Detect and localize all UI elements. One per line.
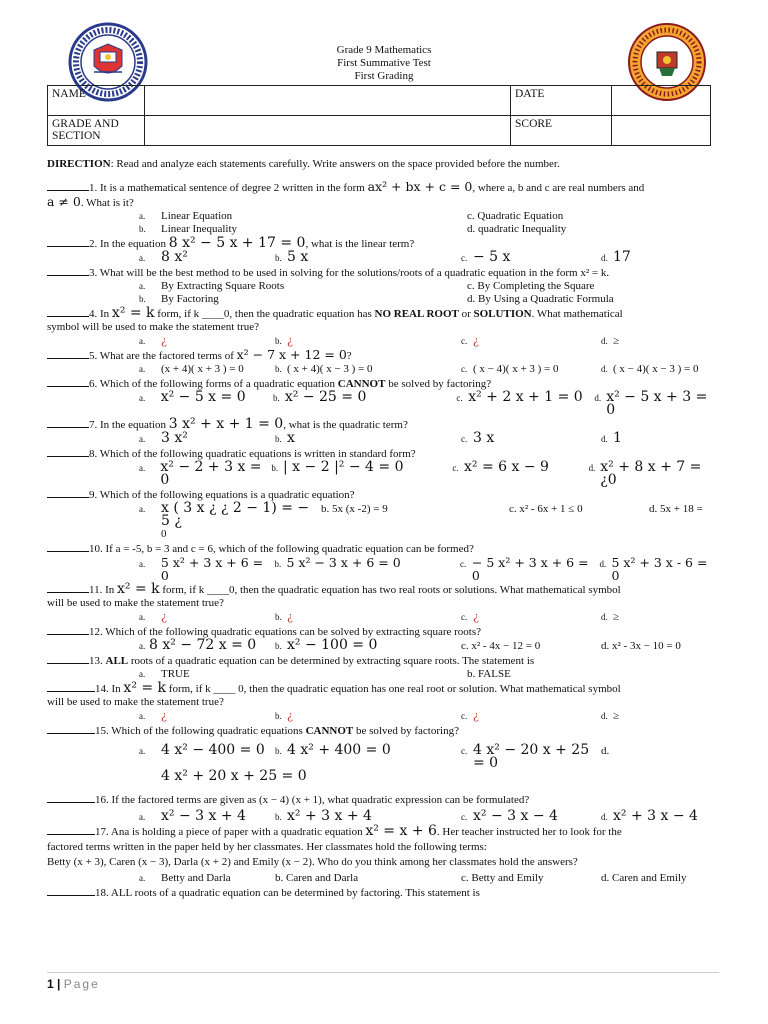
question-4-cont: symbol will be used to make the statement true? — [47, 321, 260, 333]
q1-text-b: , where a, b and c are real numbers and — [472, 182, 645, 194]
q1-option-a[interactable]: Linear Equation — [161, 210, 233, 222]
score-label: SCORE — [511, 116, 612, 146]
q1-condition: a ≠ 0 — [47, 194, 81, 209]
q11-option-b[interactable]: ¿ — [287, 610, 293, 623]
q12-option-b[interactable]: x² − 100 = 0 — [287, 637, 378, 653]
answer-blank-5[interactable] — [47, 348, 89, 359]
q7-options: a. 3 x² b. x c. 3 x d. 1 — [139, 430, 622, 446]
questions-body — [47, 158, 719, 900]
question-14 — [47, 681, 719, 696]
answer-blank-3[interactable] — [47, 265, 89, 276]
q12-option-a[interactable]: 8 x² − 72 x = 0 — [149, 637, 257, 653]
answer-blank-4[interactable] — [47, 306, 89, 317]
name-field[interactable] — [145, 86, 511, 116]
page-number: 1 — [47, 977, 54, 991]
q4-text-d: . What mathematical — [531, 308, 623, 320]
answer-blank-6[interactable] — [47, 376, 89, 387]
question-4 — [47, 306, 719, 321]
q11-option-c[interactable]: ¿ — [473, 610, 479, 623]
q14-formula: x² = k — [123, 680, 167, 696]
q2-option-b[interactable]: 5 x — [287, 249, 309, 265]
question-9 — [47, 487, 719, 502]
q3-options-row1: a. By Extracting Square Roots c. By Completing the Square — [139, 280, 595, 292]
q14-options: a. ¿ b. ¿ c. ¿ d. ≥ — [139, 709, 620, 722]
q1-text-a: 1. It is a mathematical sentence of degree 2 written in the form — [89, 182, 368, 194]
q4-bold-1: NO REAL ROOT — [374, 308, 459, 320]
q4-text-c: or — [458, 308, 474, 320]
grade-section-field[interactable] — [145, 116, 511, 146]
q1-option-b[interactable]: Linear Inequality — [161, 223, 238, 235]
q13-option-b[interactable]: b. FALSE — [467, 668, 511, 680]
date-label: DATE — [511, 86, 612, 116]
answer-blank-7[interactable] — [47, 417, 89, 428]
q7-option-b[interactable]: x — [287, 430, 295, 446]
page-word: Page — [63, 977, 100, 991]
grading-title: First Grading — [354, 70, 414, 82]
question-10 — [47, 541, 719, 556]
q14-option-d[interactable]: ≥ — [613, 710, 620, 722]
grade-section-label — [48, 116, 145, 146]
q1-text-c: . What is it? — [80, 197, 134, 209]
score-field[interactable] — [612, 116, 711, 146]
q1-options-row2: b. Linear Inequality d. quadratic Inequality — [139, 223, 567, 235]
answer-blank-2[interactable] — [47, 236, 89, 247]
q15-bold: CANNOT — [305, 725, 354, 737]
q12-text: 12. Which of the following quadratic equations can be solved by extracting square roots? — [89, 626, 482, 638]
q6-option-a[interactable]: x² − 5 x = 0 — [160, 389, 246, 405]
q5-formula: x² − 7 x + 12 = 0 — [236, 347, 347, 362]
q6-option-b[interactable]: x² − 25 = 0 — [284, 389, 367, 405]
q10-option-b[interactable]: 5 x² − 3 x + 6 = 0 — [286, 555, 401, 570]
q5-option-b[interactable]: ( x + 4)( x − 3 ) = 0 — [287, 363, 373, 375]
q7-text-a: 7. In the equation — [89, 419, 169, 431]
q13-text: roots of a quadratic equation can be determined by extracting square roots. The statement is — [128, 655, 535, 667]
question-11-cont: will be used to make the statement true? — [47, 597, 224, 609]
answer-blank-18[interactable] — [47, 885, 95, 896]
q10-options: a. 5 x² + 3 x + 6 = 0 b. 5 x² − 3 x + 6 = 0 c. − 5 x² + 3 x + 6 = 0 d. 5 x² + 3 x - 6 = 0 — [47, 556, 719, 582]
q4-text-b: form, if k ____0, then the quadratic equation has — [154, 308, 375, 320]
q9-option-b[interactable]: b. 5x (x -2) = 9 — [321, 503, 388, 515]
answer-blank-1[interactable] — [47, 180, 89, 191]
q4-options: a. ¿ b. ¿ c. ¿ d. ≥ — [139, 334, 620, 347]
q17-option-a[interactable]: Betty and Darla — [161, 872, 231, 884]
q5-options: a. (x + 4)( x + 3 ) = 0 b. ( x + 4)( x − 3 ) = 0 c. ( x − 4)( x + 3 ) = 0 d. ( x − 4)( x − 3 ) = 0 — [139, 363, 699, 375]
q9-options: a. x ( 3 x ¿ ¿ 2 − 1) = − 5 ¿ b. 5x (x -2) = 9 c. x² - 6x + 1 ≤ 0 d. 5x + 18 = — [139, 500, 703, 529]
q13-option-a[interactable]: TRUE — [161, 668, 190, 680]
grade-label-line2: SECTION — [52, 130, 101, 142]
q8-option-c[interactable]: x² = 6 x − 9 — [464, 459, 549, 475]
q10-option-d[interactable]: 5 x² + 3 x - 6 = 0 — [611, 555, 708, 583]
q4-text-a: 4. In — [89, 308, 112, 320]
q16-option-b[interactable]: x² + 3 x + 4 — [287, 808, 372, 824]
q1-option-d[interactable]: d. quadratic Inequality — [467, 223, 567, 235]
q18-text: 18. ALL roots of a quadratic equation can be determined by factoring. This statement is — [95, 887, 480, 899]
q6-option-d[interactable]: x² − 5 x + 3 = 0 — [606, 389, 708, 418]
answer-blank-12[interactable] — [47, 624, 89, 635]
q5-option-c[interactable]: ( x − 4)( x + 3 ) = 0 — [473, 363, 559, 375]
q7-option-a[interactable]: 3 x² — [161, 430, 188, 446]
question-13 — [47, 653, 719, 668]
question-14-cont: will be used to make the statement true? — [47, 696, 224, 708]
answer-blank-15[interactable] — [47, 723, 95, 734]
q7-option-c[interactable]: 3 x — [473, 430, 495, 446]
q17-option-d[interactable]: d. Caren and Emily — [601, 872, 687, 884]
q1-formula: ax² + bx + c = 0 — [367, 179, 473, 194]
student-info-table — [47, 85, 711, 146]
q4-bold-2: SOLUTION — [473, 308, 532, 320]
question-3 — [47, 265, 719, 280]
q17-text-a: 17. Ana is holding a piece of paper with a quadratic equation — [95, 826, 366, 838]
q16-option-d[interactable]: x² + 3 x − 4 — [613, 808, 698, 824]
q5-text-a: 5. What are the factored terms of — [89, 350, 237, 362]
q14-text-b: form, if k ____ 0, then the quadratic equation has one real root or solution. What mathematical symbol — [166, 683, 621, 695]
question-17-cont1: factored terms written in the paper held by her classmates. Her classmates hold the following terms: — [47, 841, 487, 853]
q17-options: a. Betty and Darla b. Caren and Darla c. Betty and Emily d. Caren and Emily — [139, 872, 687, 884]
q7-formula: 3 x² + x + 1 = 0 — [168, 416, 284, 432]
q13-bold: ALL — [105, 655, 129, 667]
q11-option-a[interactable]: ¿ — [161, 610, 167, 623]
question-16 — [47, 792, 719, 807]
q6-option-c[interactable]: x² + 2 x + 1 = 0 — [468, 389, 583, 405]
q15-text-a: 15. Which of the following quadratic equations — [95, 725, 306, 737]
q14-option-c[interactable]: ¿ — [473, 709, 479, 722]
q2-text-b: , what is the linear term? — [305, 238, 415, 250]
question-17-cont2: Betty (x + 3), Caren (x − 3), Darla (x + 2) and Emily (x − 2). Who do you think among her classmates hold the answers? — [47, 856, 578, 868]
direction — [47, 158, 719, 171]
q4-formula: x² = k — [111, 305, 155, 321]
q14-text-a: 14. In — [95, 683, 124, 695]
answer-blank-8[interactable] — [47, 446, 89, 457]
q9-option-a[interactable]: x ( 3 x ¿ ¿ 2 − 1) = − 5 ¿ — [161, 500, 310, 529]
q11-text-a: 11. In — [89, 584, 118, 596]
q13-number: 13. — [89, 655, 106, 667]
q3-option-c[interactable]: c. By Completing the Square — [467, 280, 595, 292]
question-17 — [47, 824, 719, 839]
grade-label-line1: GRADE AND — [52, 118, 119, 130]
page-separator: | — [53, 977, 64, 991]
q10-option-c[interactable]: − 5 x² + 3 x + 6 = 0 — [471, 555, 589, 583]
q16-option-a[interactable]: x² − 3 x + 4 — [161, 808, 246, 824]
q4-option-a[interactable]: ¿ — [161, 334, 167, 347]
answer-blank-10[interactable] — [47, 541, 89, 552]
q15-options: a. 4 x² − 400 = 0 b. 4 x² + 400 = 0 c. 4 x² − 20 x + 25 = 0 d. — [139, 742, 610, 771]
q8-option-a[interactable]: x² − 2 + 3 x = 0 — [160, 459, 262, 488]
q11-options: a. ¿ b. ¿ c. ¿ d. ≥ — [139, 610, 620, 623]
q5-option-d[interactable]: ( x − 4)( x − 3 ) = 0 — [613, 363, 699, 375]
question-11 — [47, 582, 719, 597]
q15-option-b[interactable]: 4 x² + 400 = 0 — [287, 742, 391, 758]
q8-option-d[interactable]: x² + 8 x + 7 = ¿0 — [600, 459, 702, 488]
q15-option-a[interactable]: 4 x² − 400 = 0 — [161, 742, 265, 758]
answer-blank-13[interactable] — [47, 653, 89, 664]
q17-option-c[interactable]: c. Betty and Emily — [461, 872, 544, 884]
question-18 — [47, 885, 719, 900]
q5-text-b: ? — [346, 350, 352, 362]
answer-blank-16[interactable] — [47, 792, 95, 803]
q4-option-d[interactable]: ≥ — [613, 335, 620, 347]
question-1 — [47, 180, 719, 195]
q10-option-a[interactable]: 5 x² + 3 x + 6 = 0 — [160, 555, 264, 583]
q9-text: 9. Which of the following equations is a quadratic equation? — [89, 489, 355, 501]
question-15 — [47, 723, 719, 738]
q16-option-c[interactable]: x² − 3 x − 4 — [473, 808, 558, 824]
direction-text: : Read and analyze each statements carefully. Write answers on the space provided before the number. — [110, 158, 560, 170]
direction-label: DIRECTION — [47, 158, 111, 170]
answer-blank-11[interactable] — [47, 582, 89, 593]
answer-blank-14[interactable] — [47, 681, 95, 692]
q8-options: a. x² − 2 + 3 x = 0 b. | x − 2 |² − 4 = 0 c. x² = 6 x − 9 d. x² + 8 x + 7 = ¿0 — [47, 461, 719, 487]
q2-formula: 8 x² − 5 x + 17 = 0 — [168, 235, 306, 251]
q2-text-a: 2. In the equation — [89, 238, 169, 250]
q16-options: a. x² − 3 x + 4 b. x² + 3 x + 4 c. x² − 3 x − 4 d. x² + 3 x − 4 — [139, 808, 698, 824]
q2-option-a[interactable]: 8 x² — [161, 249, 188, 265]
q7-option-d[interactable]: 1 — [613, 430, 622, 446]
q1-option-c[interactable]: c. Quadratic Equation — [467, 210, 564, 222]
q9-option-a-cont: 0 — [161, 528, 167, 540]
q3-option-b[interactable]: By Factoring — [161, 293, 219, 305]
q4-option-c[interactable]: ¿ — [473, 334, 479, 347]
q15-option-c[interactable]: 4 x² − 20 x + 25 = 0 — [473, 742, 590, 771]
q2-option-c[interactable]: − 5 x — [473, 249, 511, 265]
q3-options-row2: b. By Factoring d. By Using a Quadratic Formula — [139, 293, 614, 305]
q3-text: 3. What will be the best method to be used in solving for the solutions/roots of a quadratic equation in the form x² = k. — [89, 267, 610, 279]
q6-text-a: 6. Which of the following forms of a quadratic equation — [89, 378, 338, 390]
q2-options: a. 8 x² b. 5 x c. − 5 x d. 17 — [139, 249, 631, 265]
q7-text-b: , what is the quadratic term? — [283, 419, 408, 431]
q1-options-row1: a. Linear Equation c. Quadratic Equation — [139, 210, 564, 222]
q15-option-d-cont[interactable]: 4 x² + 20 x + 25 = 0 — [161, 768, 307, 784]
q17-text-b: . Her teacher instructed her to look for the — [436, 826, 622, 838]
q4-option-b[interactable]: ¿ — [287, 334, 293, 347]
q6-text-b: be solved by factoring? — [385, 378, 492, 390]
test-header — [0, 44, 768, 83]
q17-option-b[interactable]: b. Caren and Darla — [275, 872, 359, 884]
test-title: First Summative Test — [337, 57, 431, 69]
answer-blank-9[interactable] — [47, 487, 89, 498]
q10-text: 10. If a = -5, b = 3 and c = 6, which of the following quadratic equation can be formed? — [89, 543, 474, 555]
name-label: NAME — [48, 86, 145, 116]
q12-option-c[interactable]: c. x² - 4x − 12 = 0 — [461, 640, 541, 652]
q5-option-a[interactable]: (x + 4)( x + 3 ) = 0 — [161, 363, 244, 375]
page-footer — [47, 972, 719, 991]
date-field[interactable] — [612, 86, 711, 116]
question-1-cont — [47, 195, 719, 210]
question-5 — [47, 348, 719, 363]
answer-blank-17[interactable] — [47, 824, 95, 835]
q3-option-d[interactable]: d. By Using a Quadratic Formula — [467, 293, 614, 305]
q14-option-b[interactable]: ¿ — [287, 709, 293, 722]
q6-options: a. x² − 5 x = 0 b. x² − 25 = 0 c. x² + 2 x + 1 = 0 d. x² − 5 x + 3 = 0 — [47, 391, 719, 417]
question-12 — [47, 624, 719, 639]
q17-formula: x² = x + 6 — [365, 823, 437, 839]
q11-text-b: form, if k ____0, then the quadratic equation has two real roots or solutions. What mathematical symbol — [159, 584, 621, 596]
subject-title: Grade 9 Mathematics — [336, 44, 432, 56]
q15-text-b: be solved by factoring? — [353, 725, 459, 737]
q9-option-c[interactable]: c. x² - 6x + 1 ≤ 0 — [509, 503, 583, 515]
q12-options: a. 8 x² − 72 x = 0 b. x² − 100 = 0 c. x² - 4x − 12 = 0 d. x² - 3x − 10 = 0 — [139, 637, 681, 653]
q8-option-b[interactable]: | x − 2 |² − 4 = 0 — [283, 459, 404, 475]
q11-option-d[interactable]: ≥ — [613, 611, 620, 623]
q8-text: 8. Which of the following quadratic equations is written in standard form? — [89, 448, 416, 460]
q3-option-a[interactable]: By Extracting Square Roots — [161, 280, 285, 292]
q14-option-a[interactable]: ¿ — [161, 709, 167, 722]
q13-options: a. TRUE b. FALSE — [139, 668, 511, 680]
q2-option-d[interactable]: 17 — [613, 249, 631, 265]
q15-option-d[interactable]: d. — [601, 745, 610, 757]
q9-option-d[interactable]: d. 5x + 18 = — [649, 503, 703, 515]
q6-bold: CANNOT — [337, 378, 386, 390]
q12-option-d[interactable]: d. x² - 3x − 10 = 0 — [601, 640, 681, 652]
q11-formula: x² = k — [117, 581, 160, 597]
q16-text: 16. If the factored terms are given as (x − 4) (x + 1), what quadratic expression can be formulated? — [95, 794, 530, 806]
